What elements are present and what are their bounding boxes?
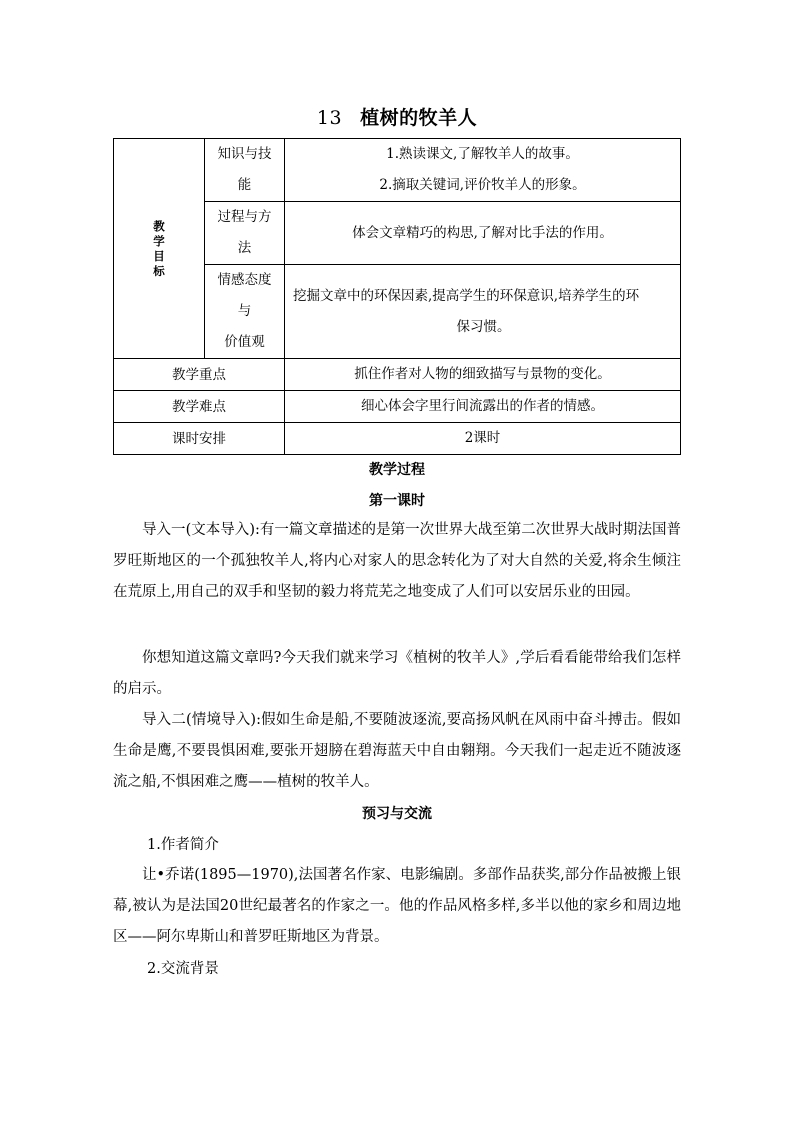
knowledge-skills-desc — [285, 139, 681, 202]
preview-heading: 预习与交流 — [362, 806, 432, 822]
objectives-table — [113, 138, 681, 455]
desc-line: 2.摘取关键词,评价牧羊人的形象。 — [379, 177, 586, 193]
desc-line: 保习惯。 — [456, 318, 511, 335]
process-method-desc — [285, 202, 681, 265]
schedule-value: 2课时 — [285, 423, 681, 455]
lesson-heading: 第一课时 — [369, 493, 425, 509]
desc-line: 挖掘文章中的环保因素,提高学生的环保意识,培养学生的环 — [293, 287, 640, 304]
difficulty-label: 教学难点 — [114, 391, 285, 423]
intro-1-paragraph: 导入一(文本导入):有一篇文章描述的是第一次世界大战至第二次世界大战时期法国普罗旺斯地区的一个孤独牧羊人,将内心对家人的思念转化为了对大自然的关爱,将余生倾注在荒原上,用自己的双手和坚韧的毅力将荒芜之地变成了人们可以安居乐业的田园。 — [113, 522, 681, 600]
category-char: 目 — [153, 248, 165, 263]
category-char: 标 — [153, 263, 165, 278]
lesson-title-text: 植树的牧羊人 — [360, 107, 478, 129]
process-heading: 教学过程 — [369, 462, 425, 478]
process-method-label — [205, 202, 285, 265]
label-line: 法 — [237, 240, 252, 256]
label-line: 过程与方 — [217, 209, 272, 225]
table-row — [114, 359, 681, 391]
label-line: 情感态度 — [217, 272, 272, 288]
author-heading: 1.作者简介 — [147, 837, 219, 853]
category-char: 教 — [153, 218, 165, 233]
difficulty-value: 细心体会字里行间流露出的作者的情感。 — [285, 391, 681, 423]
schedule-label: 课时安排 — [114, 423, 285, 455]
background-heading: 2.交流背景 — [147, 961, 219, 977]
label-line: 能 — [237, 177, 252, 193]
emotion-values-desc — [285, 265, 681, 359]
key-point-label: 教学重点 — [114, 359, 285, 391]
label-line: 知识与技 — [217, 146, 272, 162]
category-char: 学 — [153, 233, 165, 248]
desc-line: 1.熟读课文,了解牧羊人的故事。 — [386, 146, 579, 162]
lesson-number: 13 — [316, 107, 343, 129]
desc-line: 体会文章精巧的构思,了解对比手法的作用。 — [352, 224, 613, 241]
label-line: 与 — [237, 303, 252, 319]
table-row — [114, 391, 681, 423]
table-row — [114, 423, 681, 455]
lesson-title — [0, 103, 794, 130]
intro-1b-paragraph: 你想知道这篇文章吗?今天我们就来学习《植树的牧羊人》,学后看看能带给我们怎样的启示。 — [113, 650, 681, 697]
key-point-value: 抓住作者对人物的细致描写与景物的变化。 — [285, 359, 681, 391]
intro-2-paragraph: 导入二(情境导入):假如生命是船,不要随波逐流,要高扬风帆在风雨中奋斗搏击。假如生命是鹰,不要畏惧困难,要张开翅膀在碧海蓝天中自由翱翔。今天我们一起走近不随波逐流之船,不惧困难之鹰——植树的牧羊人。 — [113, 712, 681, 790]
emotion-values-label — [205, 265, 285, 359]
teaching-objectives-cell — [114, 139, 205, 359]
knowledge-skills-label — [205, 139, 285, 202]
label-line: 价值观 — [224, 334, 265, 350]
author-paragraph: 让•乔诺(1895—1970),法国著名作家、电影编剧。多部作品获奖,部分作品被搬上银幕,被认为是法国20世纪最著名的作家之一。他的作品风格多样,多半以他的家乡和周边地区——阿尔卑斯山和普罗旺斯地区为背景。 — [113, 867, 681, 945]
table-row — [114, 139, 681, 202]
